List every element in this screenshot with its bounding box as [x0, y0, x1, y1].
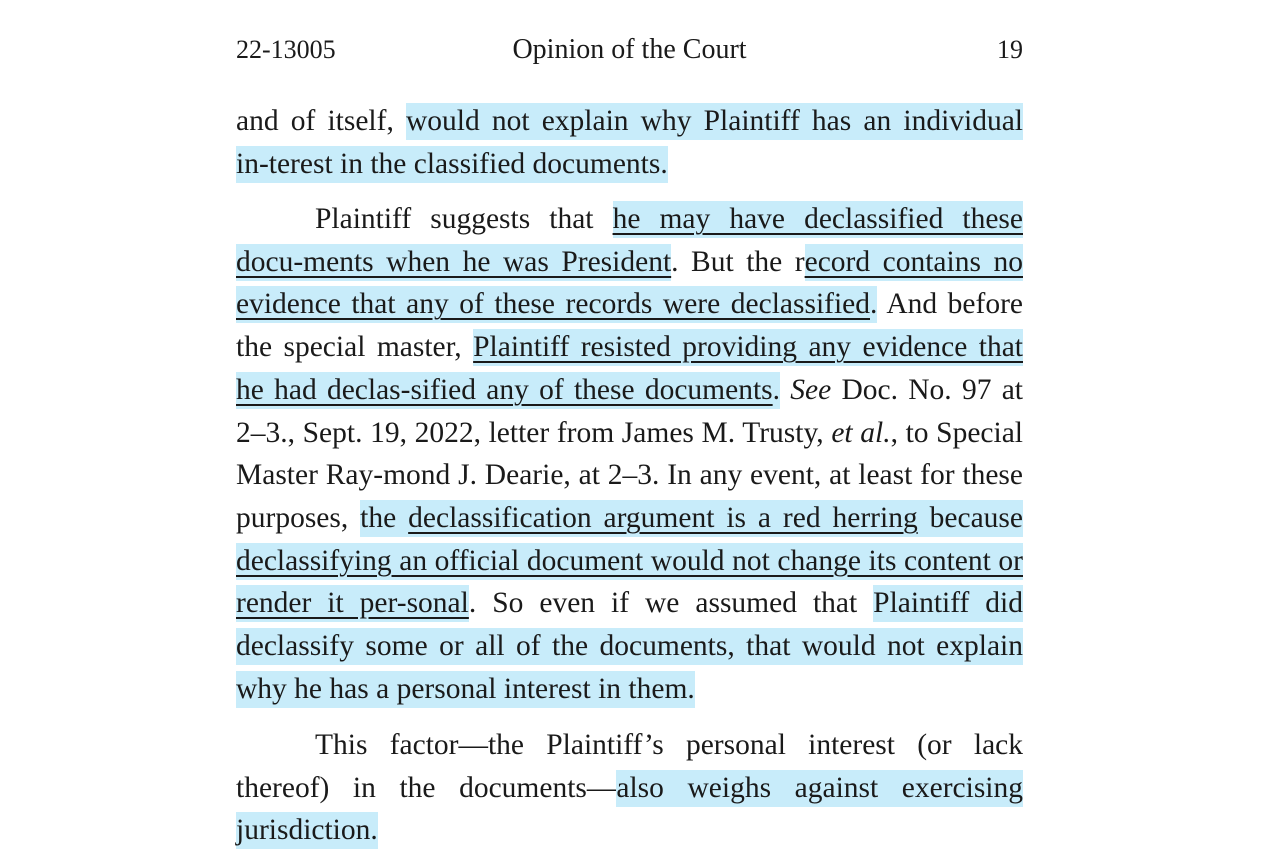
highlighted-text: also weighs against exercising jurisdiction.	[236, 770, 1023, 850]
citation-signal: See	[790, 373, 832, 406]
plain-text: Plaintiff suggests that	[315, 203, 613, 235]
highlighted-text: because	[918, 500, 1023, 537]
plain-text: and of itself,	[236, 105, 406, 137]
italic-text: et al.	[831, 416, 891, 449]
plain-text	[780, 374, 790, 406]
highlighted-underlined-text: ecord contains no evidence that any of these records were declassified	[236, 244, 1023, 324]
highlighted-text: the	[360, 500, 408, 537]
highlighted-underlined-text: declassification argument is a red herring	[408, 500, 918, 537]
paragraph-continuation	[236, 100, 1023, 185]
plain-text: Doc. No. 97 at 2–3., Sept. 19, 2022, letter from James M. Trusty,	[236, 373, 1023, 449]
highlighted-text: .	[870, 286, 877, 323]
highlighted-underlined-text: he may have declassified these docu-ments when he was President	[236, 201, 1023, 281]
highlighted-text: .	[773, 372, 780, 409]
plain-text: , to Special Master Ray-mond J. Dearie, at 2–3. In any event, at least for these purposes,	[236, 416, 1023, 534]
plain-text: And before the special master,	[236, 288, 1024, 364]
running-title: Opinion of the Court	[512, 34, 747, 65]
paragraph-personal-interest	[236, 724, 1023, 852]
plain-text: So even if we assumed that	[476, 587, 874, 620]
page-number: 19	[997, 35, 1023, 64]
plain-text: . But the r	[671, 245, 805, 278]
paragraph-declassification	[236, 198, 1023, 710]
docket-number: 22-13005	[236, 35, 336, 64]
highlighted-underlined-text: Plaintiff resisted providing any evidence that he had declas-sified any of these documents	[236, 329, 1023, 409]
highlighted-underlined-text: declassifying an official document would not change its content or render it per-sonal	[236, 543, 1023, 623]
plain-text: This factor—the Plaintiff’s personal interest (or lack thereof) in the documents—	[236, 729, 1023, 804]
highlighted-text: Plaintiff did declassify some or all of the documents, that would not explain why he has a personal interest in them.	[236, 585, 1023, 707]
plain-text: .	[468, 587, 477, 620]
page-header	[236, 30, 1023, 70]
highlighted-text: would not explain why Plaintiff has an individual in-terest in the classified documents.	[236, 103, 1023, 183]
